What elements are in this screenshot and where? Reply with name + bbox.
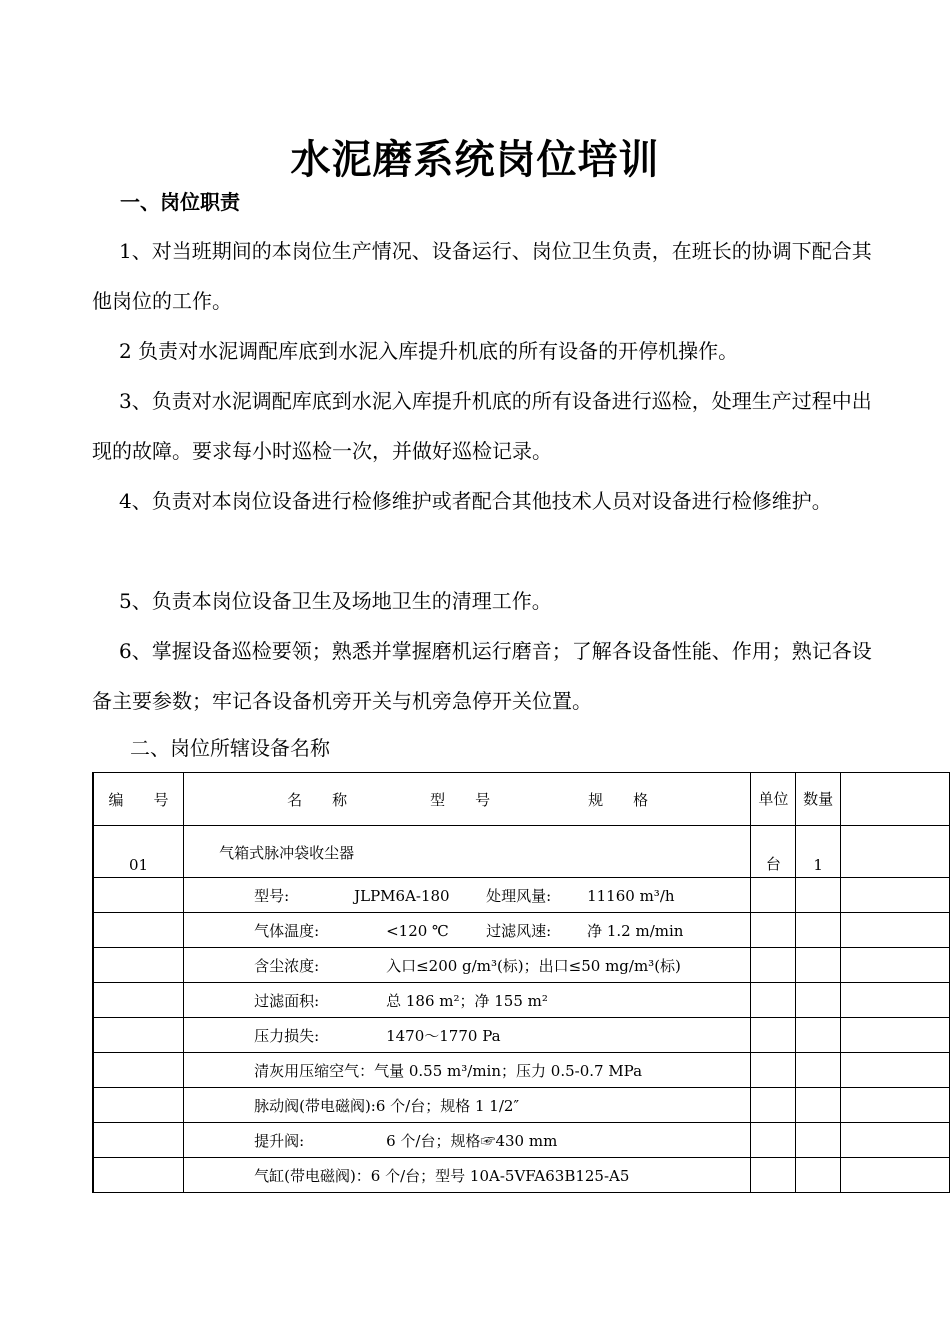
duty-item-5: 5、负责本岗位设备卫生及场地卫生的清理工作。 (119, 589, 552, 613)
table-row (93, 1088, 950, 1123)
spec-lift-valve: 提升阀: 6 个/台；规格☞430 mm (184, 1123, 751, 1158)
table-row (93, 913, 950, 948)
table-header-row (93, 773, 950, 826)
spec-temperature: 气体温度: <120 ℃ 过滤风速: 净 1.2 m/min (184, 913, 751, 948)
duty-item-6: 6、掌握设备巡检要领；熟悉并掌握磨机运行磨音；了解各设备性能、作用；熟记各设备主要参数；牢记各设备机旁开关与机旁急停开关位置。 (92, 639, 872, 713)
equipment-name: 气箱式脉冲袋收尘器 (184, 826, 751, 878)
section-heading-equipment: 二、岗位所辖设备名称 (130, 736, 330, 760)
spec-dust-concentration: 含尘浓度: 入口≤200 g/m³(标)；出口≤50 mg/m³(标) (184, 948, 751, 983)
duty-item-3: 3、负责对水泥调配库底到水泥入库提升机底的所有设备进行巡检，处理生产过程中出现的故障。要求每小时巡检一次，并做好巡检记录。 (92, 389, 872, 463)
equipment-unit: 台 (751, 826, 796, 878)
duty-item-2: 2 负责对水泥调配库底到水泥入库提升机底的所有设备的开停机操作。 (119, 339, 739, 363)
equipment-no: 01 (93, 826, 184, 878)
document-title: 水泥磨系统岗位培训 (290, 137, 660, 183)
spec-model: 型号: JLPM6A-180 处理风量: 11160 m³/h (184, 878, 751, 913)
table-row (93, 1053, 950, 1088)
table-row (93, 1158, 950, 1193)
header-unit: 单位 (751, 773, 796, 826)
table-row (93, 1123, 950, 1158)
header-name-model-spec (184, 773, 751, 826)
equipment-qty: 1 (796, 826, 841, 878)
spec-pulse-valve: 脉动阀(带电磁阀):6 个/台；规格 1 1/2″ (184, 1088, 751, 1123)
spec-pressure-loss: 压力损失: 1470～1770 Pa (184, 1018, 751, 1053)
equipment-table (92, 772, 950, 1193)
duty-item-1: 1、对当班期间的本岗位生产情况、设备运行、岗位卫生负责，在班长的协调下配合其他岗位的工作。 (92, 239, 872, 313)
duty-item-4: 4、负责对本岗位设备进行检修维护或者配合其他技术人员对设备进行检修维护。 (119, 489, 832, 513)
table-row (93, 983, 950, 1018)
spec-cylinder: 气缸(带电磁阀)：6 个/台；型号 10A-5VFA63B125-A5 (184, 1158, 751, 1193)
header-no: 编 号 (93, 773, 184, 826)
table-row (93, 948, 950, 983)
header-name: 名 称 (287, 790, 348, 809)
header-spec: 规 格 (588, 790, 649, 809)
header-qty: 数量 (796, 773, 841, 826)
table-row (93, 1018, 950, 1053)
table-row (93, 878, 950, 913)
spec-compressed-air: 清灰用压缩空气：气量 0.55 m³/min；压力 0.5-0.7 MPa (184, 1053, 751, 1088)
spec-filter-area: 过滤面积: 总 186 m²；净 155 m² (184, 983, 751, 1018)
header-model: 型 号 (430, 790, 491, 809)
section-heading-duties: 一、岗位职责 (120, 190, 240, 214)
table-row (93, 826, 950, 878)
